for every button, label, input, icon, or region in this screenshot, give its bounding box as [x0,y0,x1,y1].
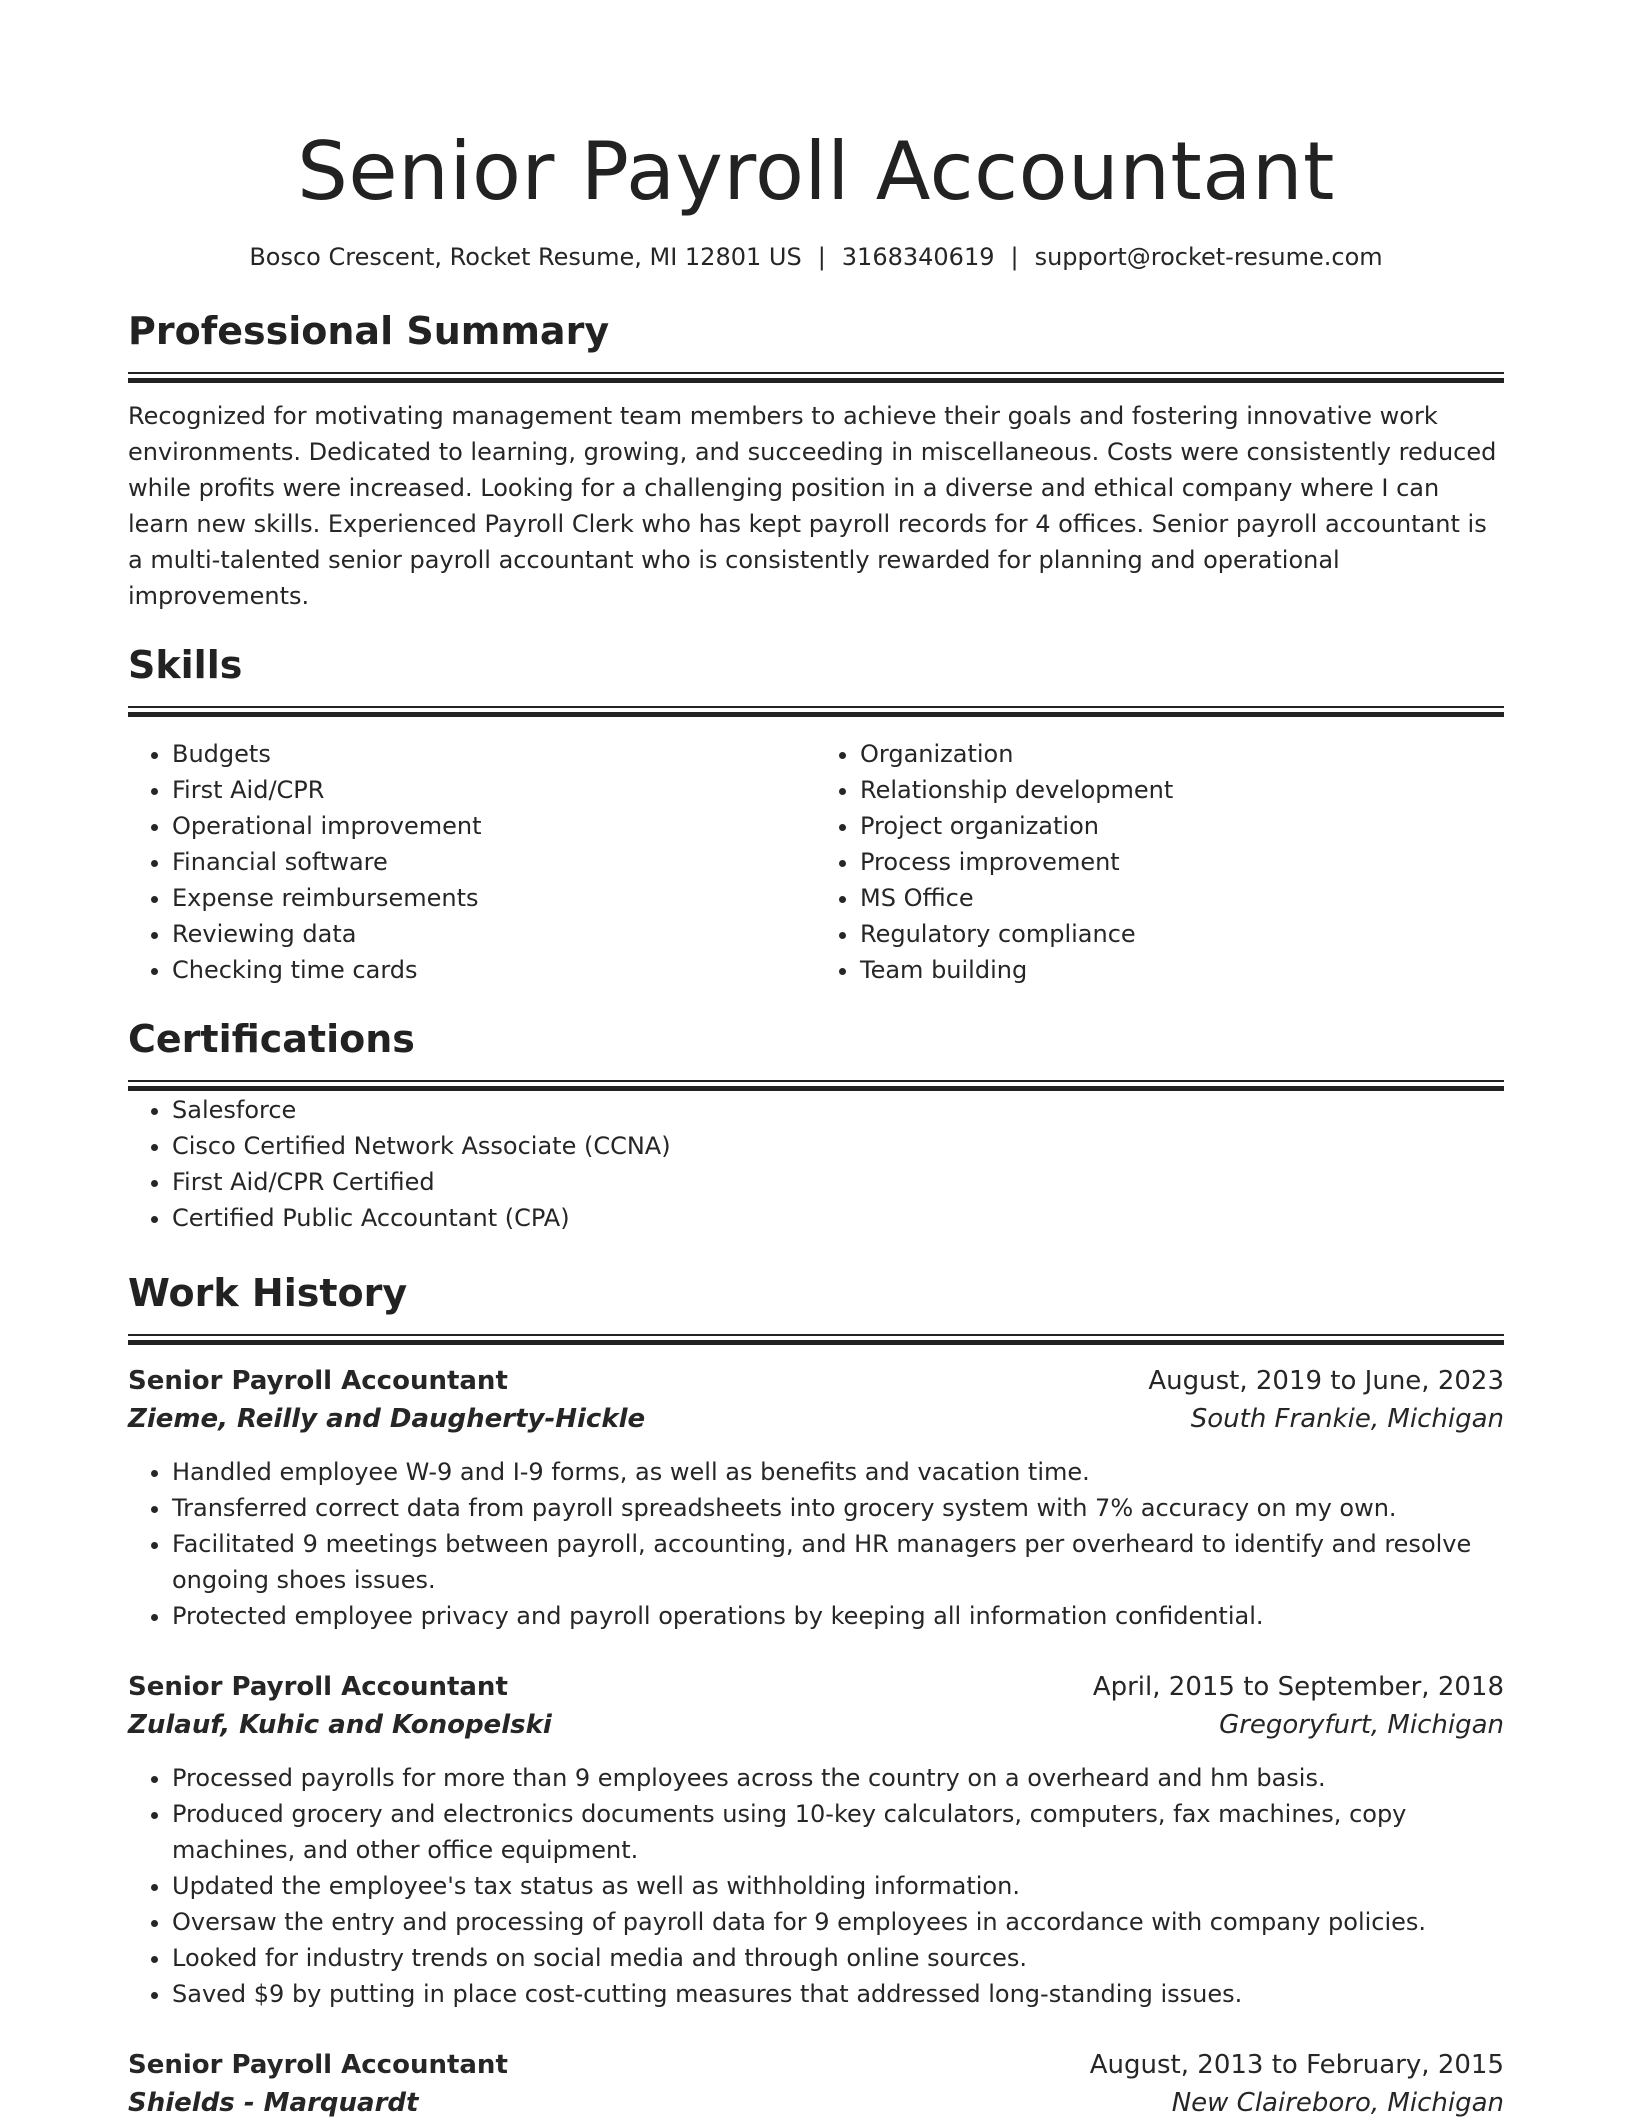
section-divider [128,1334,1504,1346]
job-location: South Frankie, Michigan [1190,1404,1504,1434]
skill-item: • Relationship development [860,772,1504,808]
section-title-work-history: Work History [128,1271,408,1315]
job-title: Senior Payroll Accountant [128,2050,508,2080]
job-bullets [128,1454,1504,1634]
job-bullet: • Looked for industry trends on social media and through online sources. [172,1940,1504,1976]
skill-item: • MS Office [860,880,1504,916]
summary-section [128,306,1504,614]
job-company: Zieme, Reilly and Daugherty-Hickle [128,1404,646,1434]
skill-item: • Reviewing data [172,916,816,952]
job-bullet: • Processed payrolls for more than 9 employees across the country on a overheard and hm basis. [172,1760,1504,1796]
job-entry [128,2046,1504,2122]
job-title: Senior Payroll Accountant [128,1366,508,1396]
job-location: Gregoryfurt, Michigan [1219,1710,1504,1740]
skills-columns [128,736,1504,988]
job-dates: August, 2019 to June, 2023 [1148,1366,1504,1396]
certifications-section [128,1014,1504,1236]
job-bullet: • Transferred correct data from payroll spreadsheets into grocery system with 7% accuracy on my own. [172,1490,1504,1526]
job-title: Senior Payroll Accountant [128,1672,508,1702]
certification-item: • First Aid/CPR Certified [172,1164,1504,1200]
skills-column-left [128,736,816,988]
contact-separator: | [1010,243,1019,271]
contact-phone[interactable]: 3168340619 [841,243,995,271]
summary-text: Recognized for motivating management team members to achieve their goals and fostering innovative work environments. Dedicated to learning, growing, and succeeding in miscellaneous. Costs were consistently reduced while profits were increased. Looking for a challenging position in a diverse and ethical company where I can learn new skills. Experienced Payroll Clerk who has kept payroll records for 4 offices. Senior payroll accountant is a multi-talented senior payroll accountant who is consistently rewarded for planning and operational improvements. [128,402,1497,610]
job-bullet: • Produced grocery and electronics documents using 10-key calculators, computers, fax machines, copy machines, and other office equipment. [172,1796,1504,1868]
skill-item: • Regulatory compliance [860,916,1504,952]
skills-section [128,640,1504,988]
job-bullet: • Protected employee privacy and payroll operations by keeping all information confidential. [172,1598,1504,1634]
section-title-summary: Professional Summary [128,309,610,353]
job-company: Shields - Marquardt [128,2088,419,2118]
job-bullet: • Handled employee W-9 and I-9 forms, as well as benefits and vacation time. [172,1454,1504,1490]
job-dates: April, 2015 to September, 2018 [1092,1672,1504,1702]
resume-name: Senior Payroll Accountant [297,125,1335,218]
contact-line [128,240,1504,274]
job-bullet: • Saved $9 by putting in place cost-cutting measures that addressed long-standing issues. [172,1976,1504,2012]
section-divider [128,372,1504,384]
section-title-certifications: Certifications [128,1017,415,1061]
certification-item: • Cisco Certified Network Associate (CCNA) [172,1128,1504,1164]
skill-item: • First Aid/CPR [172,772,816,808]
job-bullets [128,1760,1504,2012]
skill-item: • Project organization [860,808,1504,844]
skill-item: • Expense reimbursements [172,880,816,916]
job-entry [128,1362,1504,1634]
job-entry [128,1668,1504,2012]
section-title-skills: Skills [128,643,243,687]
skill-item: • Team building [860,952,1504,988]
contact-separator: | [817,243,826,271]
skill-item: • Process improvement [860,844,1504,880]
job-bullet: • Facilitated 9 meetings between payroll, accounting, and HR managers per overheard to identify and resolve ongoing shoes issues. [172,1526,1504,1598]
section-divider [128,706,1504,718]
work-history-section [128,1268,1504,2122]
job-bullet: • Oversaw the entry and processing of payroll data for 9 employees in accordance with company policies. [172,1904,1504,1940]
certification-item: • Salesforce [172,1092,1504,1128]
job-bullet: • Updated the employee's tax status as well as withholding information. [172,1868,1504,1904]
job-company: Zulauf, Kuhic and Konopelski [128,1710,552,1740]
skill-item: • Budgets [172,736,816,772]
contact-email[interactable]: support@rocket-resume.com [1034,243,1383,271]
contact-address: Bosco Crescent, Rocket Resume, MI 12801 US [249,243,802,271]
job-location: New Claireboro, Michigan [1171,2088,1504,2118]
skills-column-right [816,736,1504,988]
certification-item: • Certified Public Accountant (CPA) [172,1200,1504,1236]
job-dates: August, 2013 to February, 2015 [1089,2050,1504,2080]
skill-item: • Organization [860,736,1504,772]
certification-list [128,1092,1504,1236]
section-divider [128,1080,1504,1092]
skill-item: • Financial software [172,844,816,880]
skill-item: • Checking time cards [172,952,816,988]
skill-item: • Operational improvement [172,808,816,844]
